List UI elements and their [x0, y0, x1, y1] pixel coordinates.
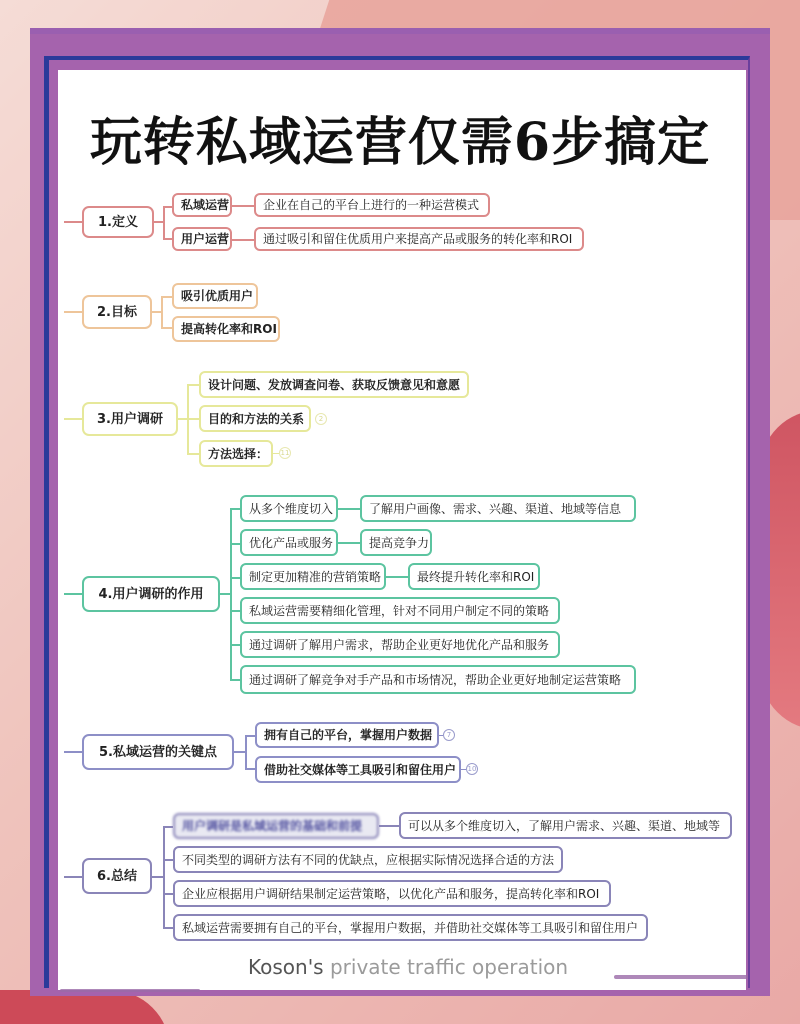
- child-node[interactable]: 拥有自己的平台，掌握用户数据: [255, 722, 439, 748]
- child-node[interactable]: 优化产品或服务: [240, 529, 338, 556]
- brand-tagline: private traffic operation: [329, 955, 569, 979]
- section-node[interactable]: 4.用户调研的作用: [82, 576, 220, 612]
- footer-brand: [248, 955, 568, 979]
- decorative-scribble: [614, 975, 748, 979]
- collapsed-count-badge[interactable]: 11: [280, 449, 290, 457]
- detail-node[interactable]: 最终提升转化率和ROI: [408, 563, 540, 590]
- detail-node[interactable]: 企业在自己的平台上进行的一种运营模式: [254, 193, 490, 217]
- detail-node[interactable]: 提高竞争力: [360, 529, 432, 556]
- child-node-blurred[interactable]: 用户调研是私域运营的基础和前提: [173, 813, 379, 839]
- child-node[interactable]: 通过调研了解竞争对手产品和市场情况，帮助企业更好地制定运营策略: [240, 665, 636, 694]
- collapsed-count-badge[interactable]: 2: [315, 413, 327, 425]
- collapsed-count-badge[interactable]: 10: [467, 765, 477, 773]
- child-node[interactable]: 用户运营: [172, 227, 232, 251]
- child-node[interactable]: 设计问题、发放调查问卷、获取反馈意见和意愿: [199, 371, 469, 398]
- child-node[interactable]: 私域运营需要拥有自己的平台，掌握用户数据，并借助社交媒体等工具吸引和留住用户: [173, 914, 648, 941]
- child-node[interactable]: 借助社交媒体等工具吸引和留住用户: [255, 756, 461, 783]
- detail-node[interactable]: 了解用户画像、需求、兴趣、渠道、地域等信息: [360, 495, 636, 522]
- child-node[interactable]: 从多个维度切入: [240, 495, 338, 522]
- child-node[interactable]: 制定更加精准的营销策略: [240, 563, 386, 590]
- section-node[interactable]: 6.总结: [82, 858, 152, 894]
- detail-node[interactable]: 可以从多个维度切入，了解用户需求、兴趣、渠道、地域等: [399, 812, 732, 839]
- collapsed-count-badge[interactable]: 7: [443, 729, 455, 741]
- decorative-scribble: [60, 989, 200, 992]
- section-node[interactable]: 5.私域运营的关键点: [82, 734, 234, 770]
- child-node[interactable]: 不同类型的调研方法有不同的优缺点，应根据实际情况选择合适的方法: [173, 846, 563, 873]
- section-node[interactable]: 1.定义: [82, 206, 154, 238]
- page-title: 玩转私域运营仅需6步搞定: [89, 112, 711, 173]
- child-node[interactable]: 企业应根据用户调研结果制定运营策略，以优化产品和服务，提高转化率和ROI: [173, 880, 611, 907]
- section-node[interactable]: 2.目标: [82, 295, 152, 329]
- section-node[interactable]: 3.用户调研: [82, 402, 178, 436]
- child-node[interactable]: 方法选择：: [199, 440, 273, 467]
- brand-name: Koson's: [248, 955, 324, 979]
- child-node[interactable]: 目的和方法的关系: [199, 405, 311, 432]
- detail-node[interactable]: 通过吸引和留住优质用户来提高产品或服务的转化率和ROI: [254, 227, 584, 251]
- child-node[interactable]: 私域运营需要精细化管理，针对不同用户制定不同的策略: [240, 597, 560, 624]
- child-node[interactable]: 私域运营: [172, 193, 232, 217]
- child-node[interactable]: 吸引优质用户: [172, 283, 258, 309]
- child-node[interactable]: 提高转化率和ROI: [172, 316, 280, 342]
- child-node[interactable]: 通过调研了解用户需求，帮助企业更好地优化产品和服务: [240, 631, 560, 658]
